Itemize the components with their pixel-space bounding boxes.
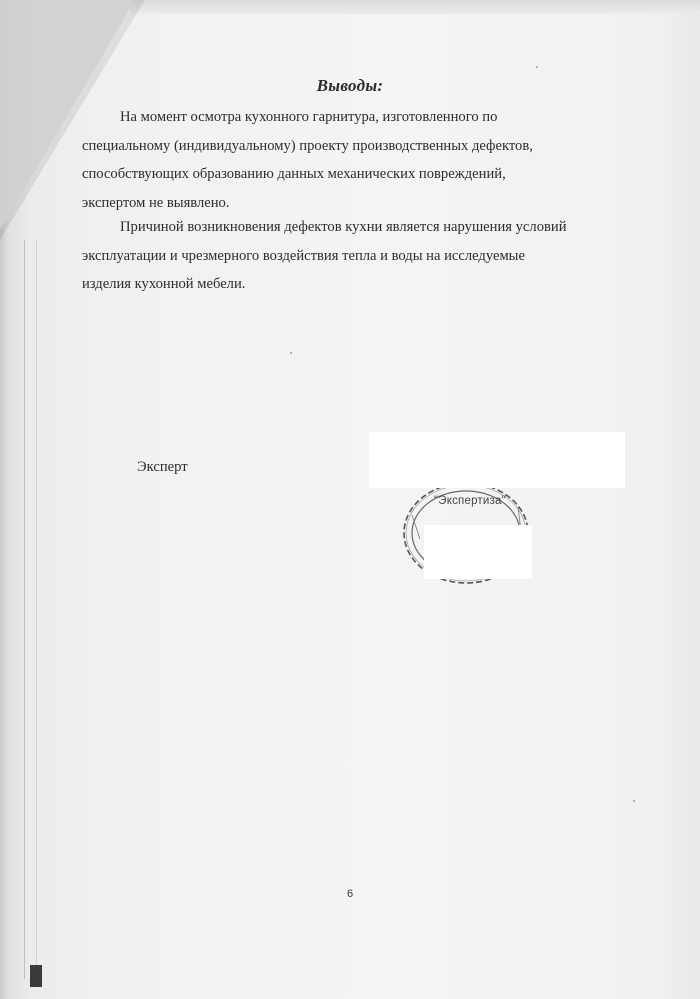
conclusion-paragraph-1 (82, 103, 622, 217)
document-heading: Выводы: (316, 76, 384, 95)
paragraph-line: эксплуатации и чрезмерного воздействия тепла и воды на исследуемые (82, 247, 525, 264)
binding-edge-line (36, 240, 37, 979)
scan-top-shadow (130, 0, 700, 14)
page-number: 6 (346, 888, 354, 900)
scan-speck (633, 800, 635, 802)
binding-edge-line (24, 240, 25, 979)
paragraph-line: экспертом не выявлено. (82, 194, 230, 211)
paragraph-line: На момент осмотра кухонного гарнитура, изготовленного по (120, 109, 498, 125)
seal-text: "Экспертиза" (434, 495, 506, 507)
conclusion-paragraph-2 (82, 213, 622, 299)
paragraph-line: способствующих образованию данных механических повреждений, (82, 166, 506, 183)
paragraph-line: изделия кухонной мебели. (82, 276, 246, 293)
redacted-signature-area (369, 432, 625, 488)
expert-label: Эксперт (137, 459, 188, 475)
paragraph-line: Причиной возникновения дефектов кухни является нарушения условий (120, 219, 567, 235)
redacted-name-area (424, 525, 532, 579)
scan-speck (536, 66, 538, 68)
binding-edge-mark (30, 965, 42, 987)
paragraph-line: специальному (индивидуальному) проекту производственных дефектов, (82, 137, 533, 154)
scan-speck (290, 352, 292, 354)
